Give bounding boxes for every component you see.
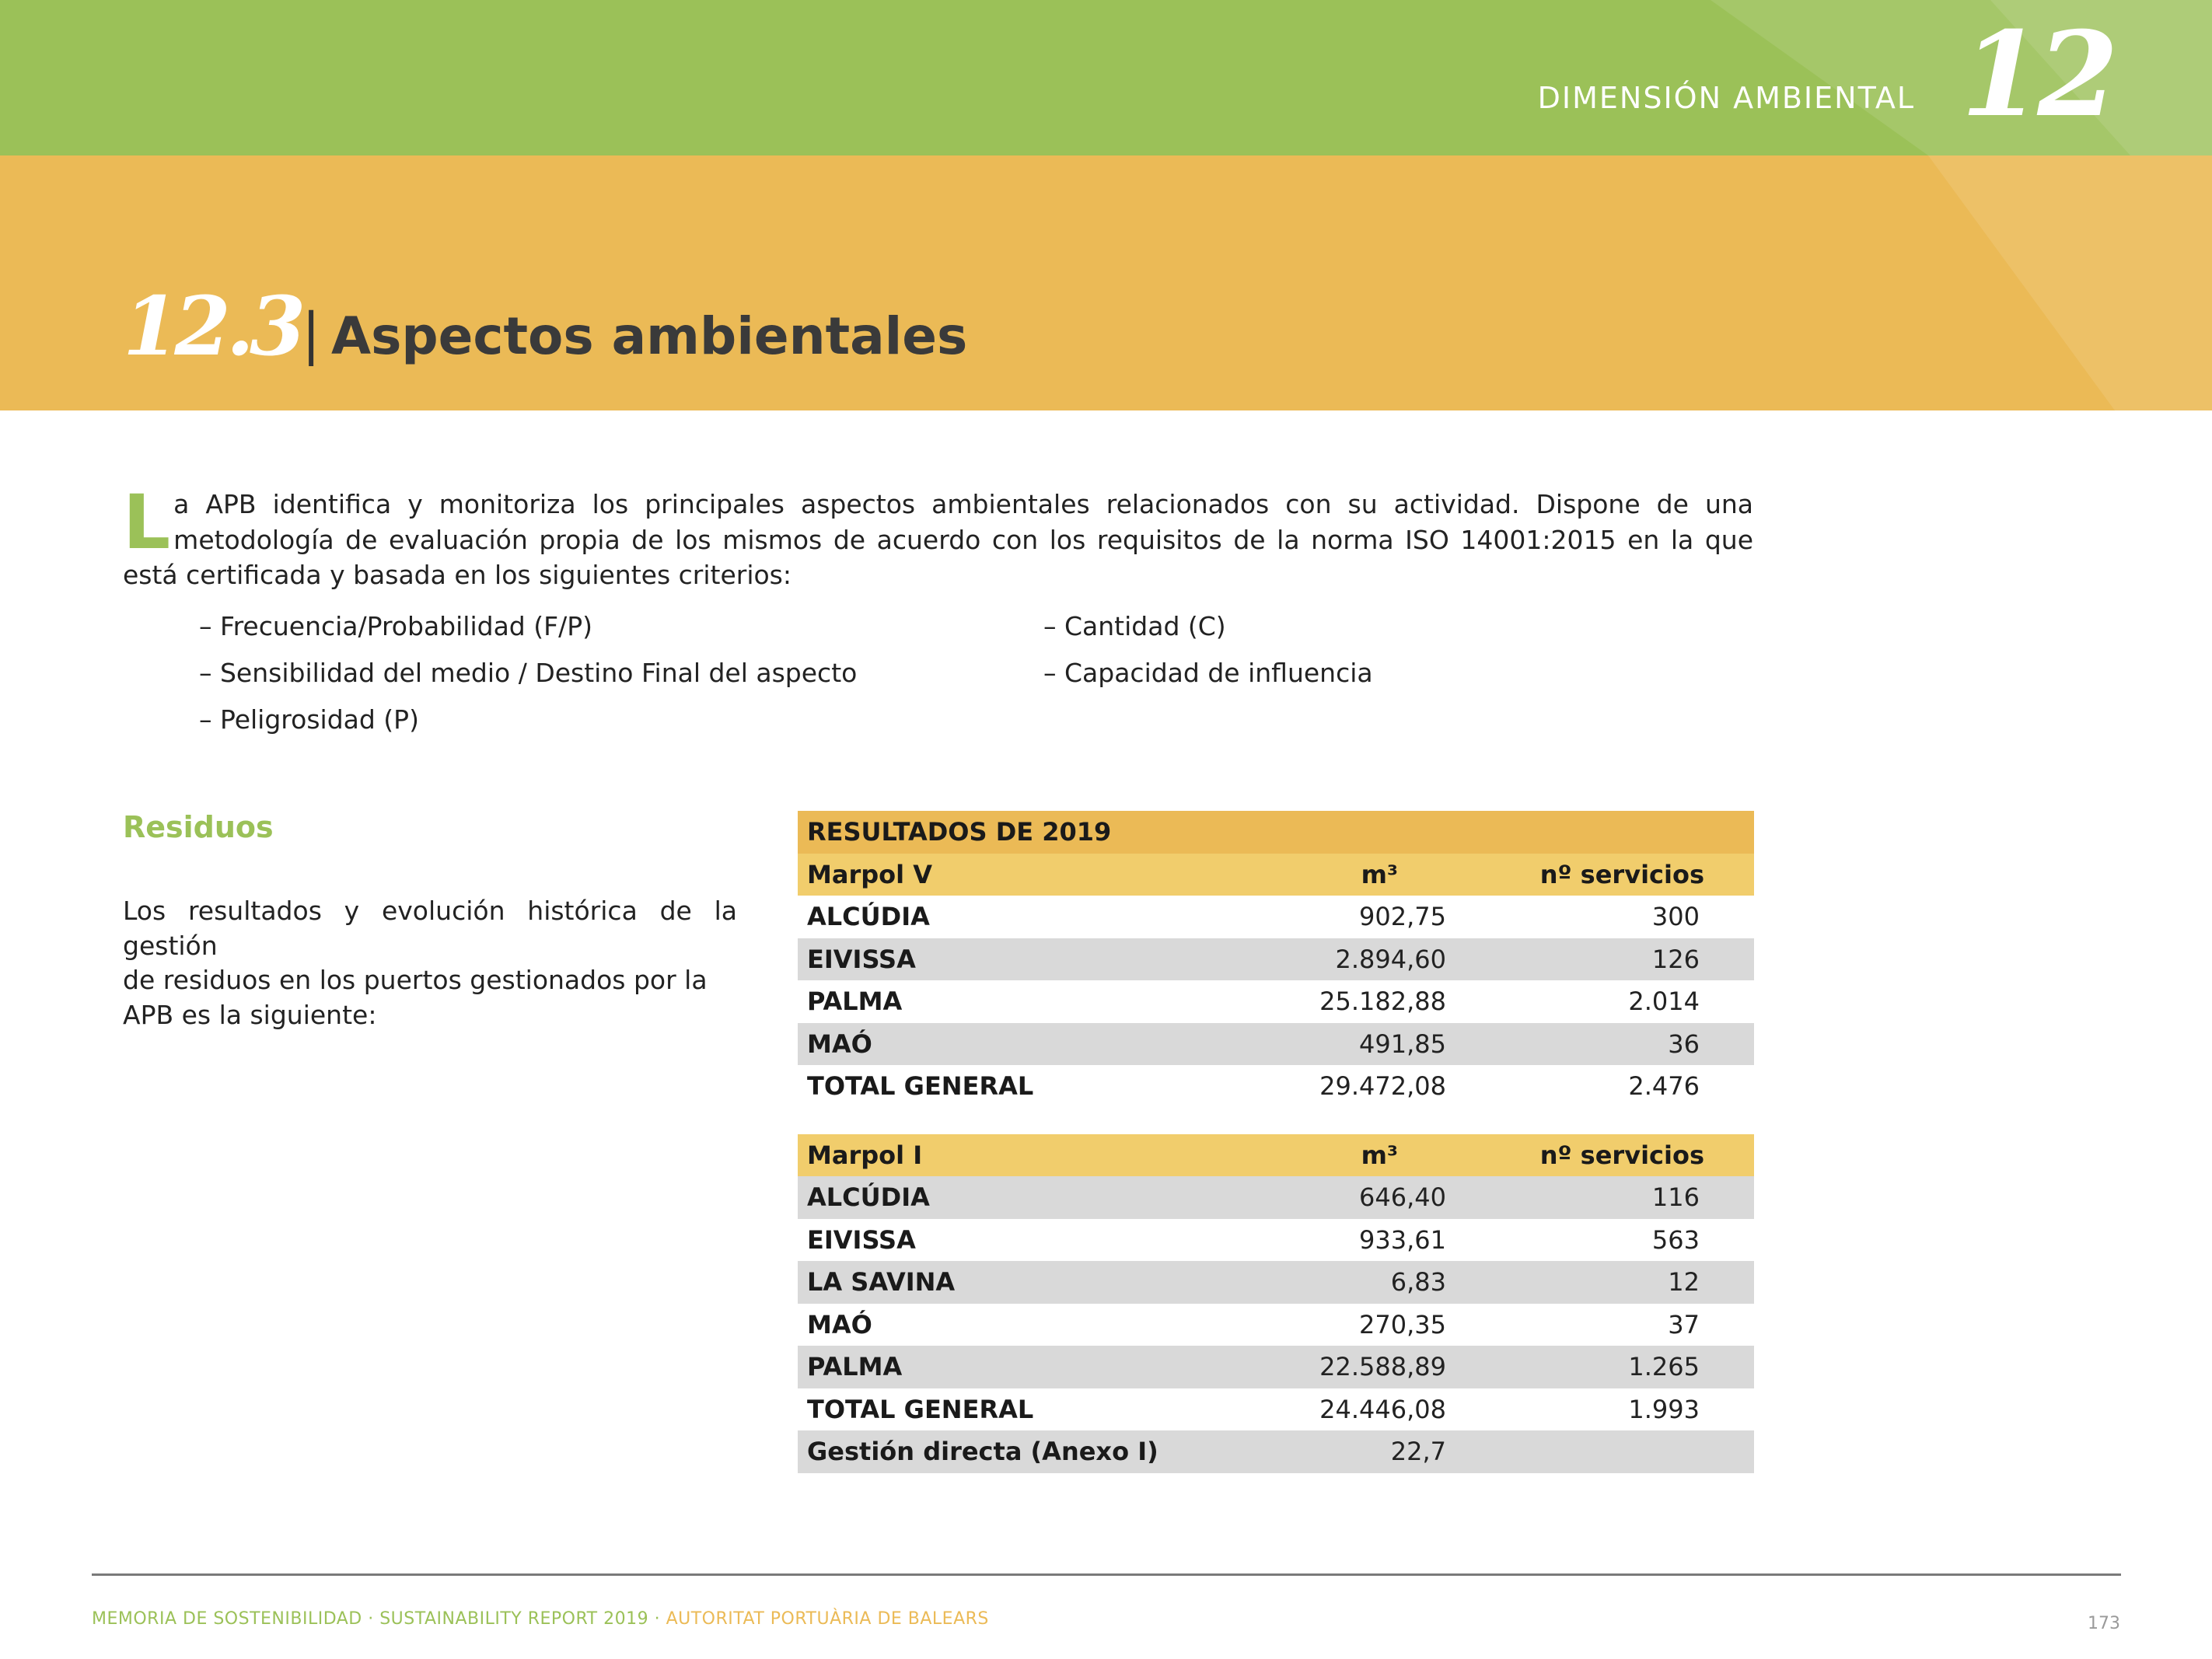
- row-services: 1.993: [1628, 1394, 1700, 1424]
- residuos-line: APB es la siguiente:: [123, 999, 377, 1030]
- column-header-m3: m³: [1361, 1140, 1398, 1170]
- column-header-m3: m³: [1361, 859, 1398, 889]
- table-row: [798, 1023, 1754, 1066]
- chapter-number: 12: [1961, 6, 2114, 143]
- residuos-paragraph: [123, 894, 737, 1032]
- row-m3: 22.588,89: [1319, 1352, 1446, 1381]
- column-header-services: nº servicios: [1539, 1140, 1704, 1170]
- row-services: 300: [1651, 902, 1700, 931]
- row-port: EIVISSA: [807, 944, 916, 974]
- table-row: [798, 1261, 1754, 1304]
- row-port: LA SAVINA: [807, 1267, 956, 1297]
- table-row: [798, 1219, 1754, 1262]
- row-port: MAÓ: [807, 1309, 872, 1339]
- table-row: [798, 1304, 1754, 1346]
- row-m3: 22,7: [1390, 1437, 1446, 1466]
- row-services: 2.014: [1628, 987, 1700, 1016]
- footer-report-name: MEMORIA DE SOSTENIBILIDAD · SUSTAINABILITY REPORT 2019 ·: [92, 1609, 666, 1629]
- section-title: Aspectos ambientales: [331, 306, 968, 366]
- criteria-item: – Sensibilidad del medio / Destino Final del aspecto: [199, 658, 858, 688]
- criteria-item: – Capacidad de influencia: [1043, 658, 1373, 688]
- table-spacer: [798, 1108, 1754, 1134]
- row-port: PALMA: [807, 987, 903, 1016]
- row-services: 2.476: [1628, 1071, 1700, 1101]
- footer-divider: [92, 1573, 2121, 1576]
- row-m3: 902,75: [1359, 902, 1446, 931]
- row-m3: 29.472,08: [1319, 1071, 1446, 1101]
- criteria-list: [199, 611, 1676, 751]
- table-row: [798, 1430, 1754, 1473]
- row-port: TOTAL GENERAL: [807, 1394, 1034, 1424]
- table-title: RESULTADOS DE 2019: [807, 817, 1112, 847]
- table-row: [798, 1346, 1754, 1388]
- row-services: 116: [1651, 1182, 1700, 1212]
- marpol-v-header-row: [798, 854, 1754, 896]
- residuos-line: Los resultados y evolución histórica de la gestión: [123, 896, 737, 961]
- row-m3: 270,35: [1359, 1309, 1446, 1339]
- chapter-header-bar: [0, 0, 2212, 155]
- marpol-i-header-row: [798, 1134, 1754, 1177]
- title-band-decoration: [0, 155, 2212, 410]
- row-port: Gestión directa (Anexo I): [807, 1437, 1158, 1466]
- section-number: 12.3: [123, 278, 302, 374]
- table-row: [798, 980, 1754, 1023]
- page-number: 173: [2088, 1614, 2120, 1633]
- row-m3: 646,40: [1359, 1182, 1446, 1212]
- marpol-v-label: Marpol V: [807, 859, 932, 889]
- row-m3: 6,83: [1390, 1267, 1446, 1297]
- footer-organization: AUTORITAT PORTUÀRIA DE BALEARS: [666, 1609, 989, 1629]
- table-title-row: [798, 811, 1754, 854]
- row-m3: 25.182,88: [1319, 987, 1446, 1016]
- row-port: ALCÚDIA: [807, 902, 930, 931]
- row-port: TOTAL GENERAL: [807, 1071, 1034, 1101]
- row-m3: 933,61: [1359, 1224, 1446, 1255]
- row-services: 36: [1668, 1029, 1700, 1059]
- row-m3: 2.894,60: [1335, 944, 1446, 974]
- table-total-row: [798, 1388, 1754, 1431]
- row-services: 1.265: [1628, 1352, 1700, 1381]
- header-decoration: [0, 0, 2212, 155]
- chapter-label: DIMENSIÓN AMBIENTAL: [1537, 81, 1915, 115]
- row-m3: 24.446,08: [1319, 1394, 1446, 1424]
- table-row: [798, 1176, 1754, 1219]
- row-services: 563: [1651, 1224, 1700, 1255]
- drop-cap: L: [123, 479, 171, 566]
- table-row: [798, 896, 1754, 938]
- results-table: [798, 811, 1754, 1473]
- footer-credits: [92, 1609, 989, 1629]
- intro-paragraph: [123, 479, 1753, 593]
- intro-text: a APB identifica y monitoriza los principales aspectos ambientales relacionados con su actividad. Dispone de una metodología de evaluación propia de los mismos de acuerdo con los requisitos de la norma ISO 14001:2015 en la que está certificada y basada en los siguientes criterios:: [123, 489, 1753, 590]
- row-port: MAÓ: [807, 1029, 872, 1059]
- criteria-item: – Frecuencia/Probabilidad (F/P): [199, 611, 592, 641]
- row-port: PALMA: [807, 1352, 903, 1381]
- row-services: 37: [1668, 1309, 1700, 1339]
- column-header-services: nº servicios: [1539, 859, 1704, 889]
- row-services: 126: [1651, 944, 1700, 974]
- criteria-item: – Peligrosidad (P): [199, 704, 419, 735]
- table-row: [798, 938, 1754, 981]
- criteria-item: – Cantidad (C): [1043, 611, 1226, 641]
- section-title-band: [0, 155, 2212, 410]
- table-total-row: [798, 1065, 1754, 1108]
- row-port: ALCÚDIA: [807, 1182, 930, 1212]
- residuos-line: de residuos en los puertos gestionados por la: [123, 965, 708, 995]
- section-separator: |: [302, 301, 321, 366]
- marpol-i-label: Marpol I: [807, 1140, 923, 1170]
- row-port: EIVISSA: [807, 1224, 916, 1255]
- row-m3: 491,85: [1359, 1029, 1446, 1059]
- residuos-heading: Residuos: [123, 810, 274, 844]
- row-services: 12: [1668, 1267, 1700, 1297]
